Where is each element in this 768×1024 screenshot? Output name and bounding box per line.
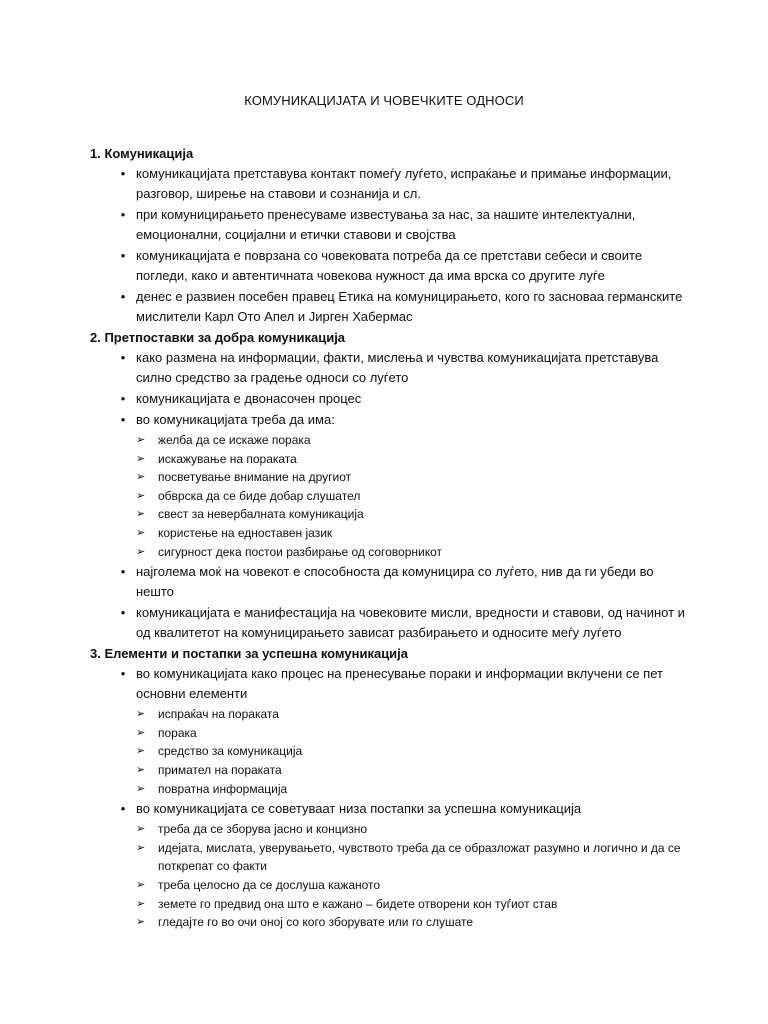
sub-item-text: сигурност дека постои разбирање од соговорникот: [158, 544, 443, 559]
bullet-item: [90, 562, 690, 602]
sub-item: [90, 895, 690, 914]
arrow-bullet-icon: ➢: [136, 745, 146, 758]
bullet-icon: •: [120, 605, 126, 621]
sub-item: [90, 524, 690, 543]
sub-item-text: посветување внимание на другиот: [158, 470, 352, 485]
arrow-bullet-icon: ➢: [136, 526, 146, 539]
sub-item-text: повратна информација: [158, 781, 288, 796]
arrow-bullet-icon: ➢: [136, 878, 146, 891]
sub-item: [90, 543, 690, 562]
sub-item: [90, 780, 690, 799]
sub-item-text: примател на пораката: [158, 762, 282, 777]
sub-list: [90, 820, 690, 932]
bullet-icon: •: [120, 350, 126, 365]
bullet-item: [90, 389, 690, 409]
bullet-text: во комуникацијата треба да има:: [136, 412, 335, 427]
sub-item: [90, 742, 690, 761]
sub-list: [90, 431, 690, 561]
bullet-item: [90, 603, 690, 643]
sub-item-text: идејата, мислата, уверувањето, чувството треба да се образложат разумно и логично и да се поткрепат со факти: [158, 840, 681, 874]
bullet-icon: •: [120, 166, 126, 181]
section-heading: 3. Елементи и постапки за успешна комуникација: [90, 646, 409, 662]
bullet-list: [90, 664, 690, 932]
sub-item-text: треба целосно да се дослуша кажаното: [158, 877, 381, 892]
bullet-item: [90, 410, 690, 430]
sub-item: [90, 705, 690, 724]
sub-item-text: гледајте го во очи оној со кого зборувате или го слушате: [158, 915, 474, 930]
sub-item: [90, 505, 690, 524]
bullet-item: [90, 164, 690, 204]
arrow-bullet-icon: ➢: [136, 545, 146, 558]
sub-item: [90, 820, 690, 839]
sub-item-text: земете го предвид она што е кажано – бидете отворени кон туѓиот став: [158, 896, 558, 911]
arrow-bullet-icon: ➢: [136, 489, 146, 502]
sub-item: [90, 431, 690, 450]
section-heading: 1. Комуникација: [90, 146, 194, 161]
sub-item: [90, 913, 690, 932]
sub-item-text: желба да се искаже порака: [158, 433, 311, 447]
section-heading: 2. Претпоставки за добра комуникација: [90, 330, 346, 345]
bullet-item: [90, 348, 690, 388]
bullet-list: [90, 164, 690, 327]
bullet-list: [90, 348, 690, 643]
bullet-icon: •: [120, 289, 126, 304]
bullet-text: во комуникацијата се советуваат низа постапки за успешна комуникација: [136, 801, 582, 817]
sub-item: [90, 468, 690, 487]
sub-item: [90, 839, 690, 876]
arrow-bullet-icon: ➢: [136, 471, 146, 484]
bullet-text: денес е развиен посебен правец Етика на комуницирањето, кого го засноваа германските мислители Карл Ото Апел и Јирген Хабермас: [136, 289, 683, 324]
sub-item: [90, 724, 690, 743]
arrow-bullet-icon: ➢: [136, 823, 146, 836]
arrow-bullet-icon: ➢: [136, 726, 146, 739]
bullet-item: [90, 664, 690, 704]
bullet-text: како размена на информации, факти, мислења и чувства комуникацијата претставува силно средство за градење односи со луѓето: [136, 350, 659, 385]
arrow-bullet-icon: ➢: [136, 508, 146, 521]
bullet-icon: •: [120, 391, 126, 406]
arrow-bullet-icon: ➢: [136, 452, 146, 465]
sub-item-text: треба да се зборува јасно и концизно: [158, 822, 368, 837]
bullet-text: при комуницирањето пренесуваме известувања за нас, за нашите интелектуални, емоционални, социјални и етички ставови и својства: [136, 207, 636, 242]
arrow-bullet-icon: ➢: [136, 434, 146, 446]
section: [90, 328, 690, 643]
sub-item-text: испраќач на пораката: [158, 707, 279, 722]
bullet-icon: •: [120, 801, 126, 817]
bullet-icon: •: [120, 207, 126, 222]
bullet-text: комуникацијата е поврзана со човековата потреба да се претстави себеси и своите погледи, како и автентичната човекова нужност да има врска со другите луѓе: [136, 248, 643, 283]
arrow-bullet-icon: ➢: [136, 841, 146, 854]
bullet-item: [90, 287, 690, 327]
sub-item-text: средство за комуникација: [158, 744, 303, 759]
sub-item: [90, 761, 690, 780]
sub-item-text: искажување на пораката: [158, 451, 297, 466]
sub-item-text: порака: [158, 725, 197, 740]
bullet-text: комуникацијата е двонасочен процес: [136, 391, 362, 406]
bullet-icon: •: [120, 412, 126, 427]
bullet-icon: •: [120, 564, 126, 580]
arrow-bullet-icon: ➢: [136, 897, 146, 910]
bullet-item: [90, 246, 690, 286]
sub-item: [90, 876, 690, 895]
bullet-text: во комуникацијата како процес на пренесување пораки и информации вклучени се пет основни елементи: [136, 666, 663, 702]
arrow-bullet-icon: ➢: [136, 782, 146, 795]
arrow-bullet-icon: ➢: [136, 916, 146, 929]
document-body: [90, 144, 690, 932]
bullet-icon: •: [120, 248, 126, 263]
arrow-bullet-icon: ➢: [136, 708, 146, 721]
sub-list: [90, 705, 690, 798]
bullet-item: [90, 799, 690, 819]
sub-item-text: обврска да се биде добар слушател: [158, 488, 361, 503]
arrow-bullet-icon: ➢: [136, 763, 146, 776]
sub-item: [90, 487, 690, 506]
bullet-text: комуникацијата е манифестација на човековите мисли, вредности и ставови, од начинот и од квалитетот на комуницирањето зависат разбирањето и односите меѓу луѓето: [136, 605, 685, 641]
bullet-text: најголема моќ на човекот е способноста да комуницира со луѓето, нив да ги убеди во нешто: [136, 564, 654, 600]
section: [90, 644, 690, 932]
bullet-icon: •: [120, 666, 126, 682]
sub-item-text: користење на едноставен јазик: [158, 525, 333, 540]
document-title: КОМУНИКАЦИЈАТА И ЧОВЕЧКИТЕ ОДНОСИ: [244, 93, 524, 108]
sub-item: [90, 450, 690, 469]
section: [90, 144, 690, 327]
sub-item-text: свест за невербалната комуникација: [158, 507, 364, 522]
bullet-item: [90, 205, 690, 245]
bullet-text: комуникацијата претставува контакт помеѓу луѓето, испраќање и примање информации, разговор, ширење на ставови и сознанија и сл.: [136, 166, 672, 201]
